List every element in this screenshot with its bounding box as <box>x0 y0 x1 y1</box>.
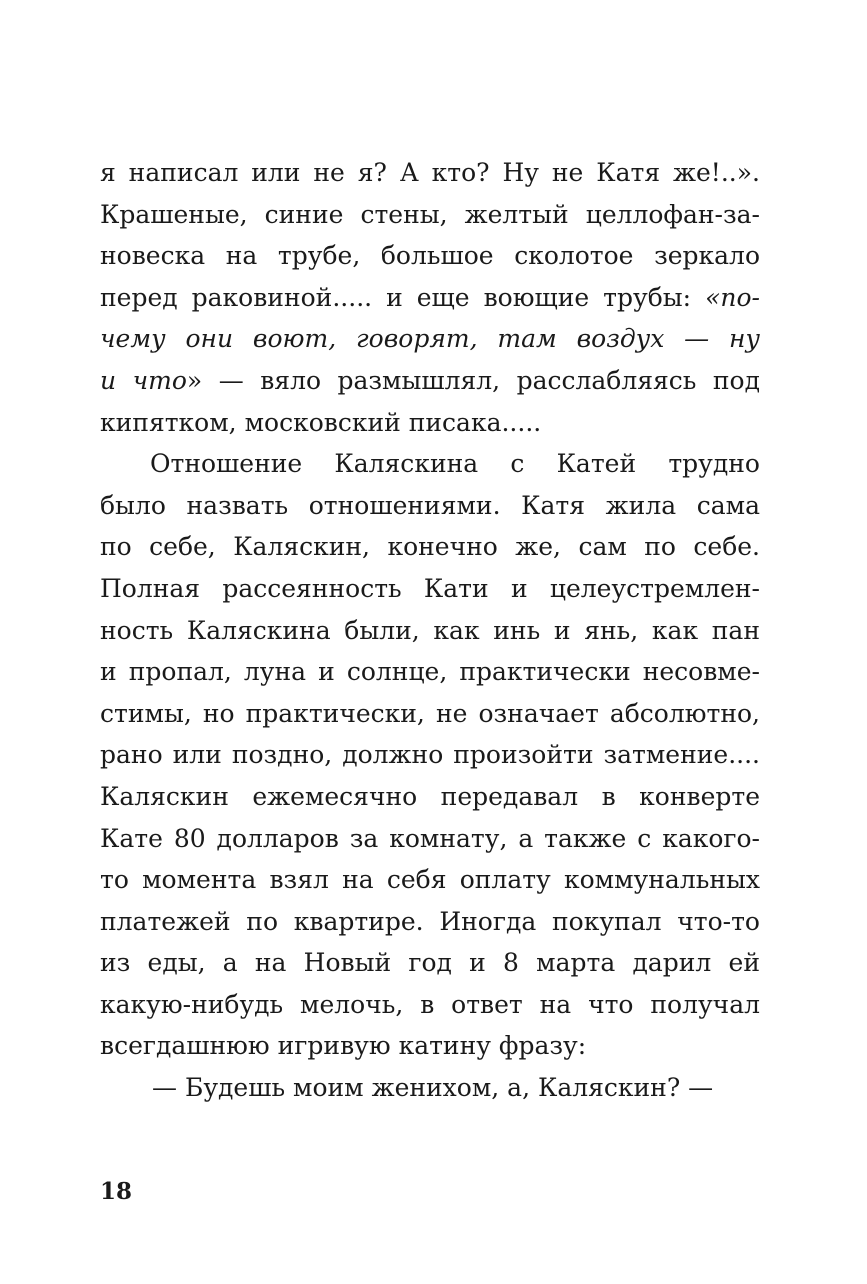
dialogue-line: — Будешь моим женихом, а, Каляскин? — <box>152 1073 714 1103</box>
text-line: и пропал, луна и солнце, практически несовме- <box>100 657 760 687</box>
text-line: было назвать отношениями. Катя жила сама <box>100 490 760 520</box>
text-line <box>100 360 760 402</box>
text-line: всегдашнюю игривую катину фразу: <box>100 1031 587 1061</box>
page-number: 18 <box>100 1178 133 1205</box>
text-fragment: перед раковиной..... и еще воющие трубы: <box>100 282 706 312</box>
text-line: Крашеные, синие стены, желтый целлофан-за- <box>100 199 760 229</box>
text-line: стимы, но практически, не означает абсолютно, <box>100 698 760 728</box>
italic-quote: и что <box>100 365 187 395</box>
text-line: Кате 80 долларов за комнату, а также с какого- <box>100 823 760 853</box>
text-line: новеска на трубе, большое сколотое зеркало <box>100 241 760 271</box>
text-line: я написал или не я? А кто? Ну не Катя же!..». <box>100 158 760 187</box>
text-line: по себе, Каляскин, конечно же, сам по себе. <box>100 532 760 562</box>
text-line: Каляскин ежемесячно передавал в конверте <box>100 781 760 811</box>
text-fragment: » — вяло размышлял, расслабляясь под <box>186 365 760 395</box>
text-line: рано или поздно, должно произойти затмение.... <box>100 740 760 770</box>
text-line: из еды, а на Новый год и 8 марта дарил ей <box>100 948 760 978</box>
text-line: какую-нибудь мелочь, в ответ на что получал <box>100 989 760 1019</box>
italic-quote: «по- <box>705 282 760 312</box>
italic-quote: чему они воют, говорят, там воздух — ну <box>100 324 760 354</box>
body-text <box>100 152 760 1109</box>
paragraph-first-line: Отношение Каляскина с Катей трудно <box>150 449 760 479</box>
text-line <box>100 318 760 360</box>
text-line: ность Каляскина были, как инь и янь, как пан <box>100 615 760 645</box>
text-line <box>100 277 760 319</box>
text-line: кипятком, московский писака..... <box>100 407 542 437</box>
text-line: Полная рассеянность Кати и целеустремлен- <box>100 573 760 603</box>
text-line: платежей по квартире. Иногда покупал что-то <box>100 906 760 936</box>
text-line: то момента взял на себя оплату коммунальных <box>100 865 760 895</box>
